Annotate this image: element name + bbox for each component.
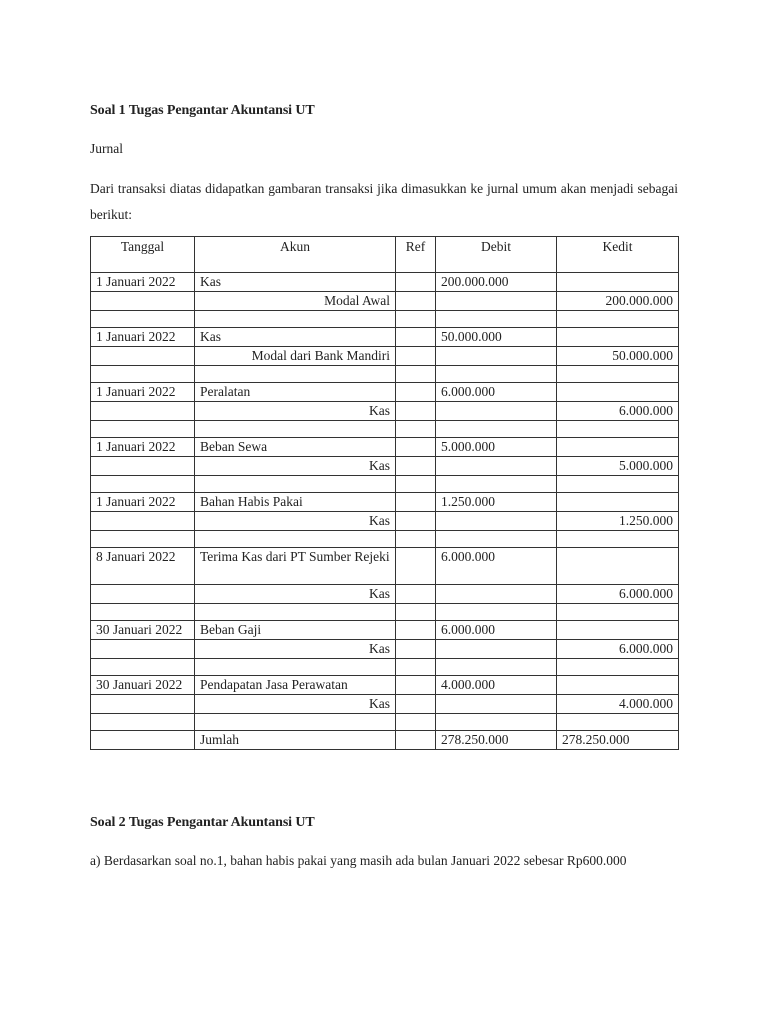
spacer-cell (396, 604, 436, 621)
total-debit: 278.250.000 (436, 731, 557, 750)
spacer-cell (436, 311, 557, 328)
spacer-cell (557, 476, 679, 493)
spacer-cell (91, 714, 195, 731)
entry-credit-empty (557, 383, 679, 402)
spacer-cell (557, 311, 679, 328)
header-account: Akun (195, 237, 396, 273)
entry-debit-account: Beban Sewa (195, 438, 396, 457)
entry-debit-empty (436, 347, 557, 366)
table-row (91, 512, 679, 531)
spacer-cell (557, 366, 679, 383)
total-date-empty (91, 731, 195, 750)
entry-date-empty (91, 292, 195, 311)
table-spacer-row (91, 421, 679, 438)
journal-table (90, 236, 679, 750)
spacer-cell (195, 714, 396, 731)
entry-debit-empty (436, 402, 557, 421)
entry-debit-empty (436, 695, 557, 714)
entry-debit-amount: 4.000.000 (436, 676, 557, 695)
entry-debit-empty (436, 640, 557, 659)
spacer-cell (195, 659, 396, 676)
entry-credit-account: Kas (195, 457, 396, 476)
spacer-cell (396, 531, 436, 548)
entry-ref (396, 273, 436, 292)
entry-date: 1 Januari 2022 (91, 328, 195, 347)
entry-credit-empty (557, 273, 679, 292)
entry-date: 1 Januari 2022 (91, 273, 195, 292)
entry-debit-empty (436, 292, 557, 311)
table-row (91, 273, 679, 292)
spacer-cell (557, 714, 679, 731)
entry-credit-amount: 200.000.000 (557, 292, 679, 311)
entry-debit-account: Peralatan (195, 383, 396, 402)
entry-ref (396, 402, 436, 421)
entry-date-empty (91, 585, 195, 604)
entry-credit-account: Modal Awal (195, 292, 396, 311)
entry-credit-amount: 6.000.000 (557, 640, 679, 659)
entry-credit-account: Kas (195, 695, 396, 714)
soal1-title: Soal 1 Tugas Pengantar Akuntansi UT (90, 103, 315, 118)
spacer-cell (396, 311, 436, 328)
entry-credit-empty (557, 493, 679, 512)
entry-credit-amount: 6.000.000 (557, 402, 679, 421)
spacer-cell (396, 476, 436, 493)
entry-ref (396, 512, 436, 531)
entry-debit-amount: 6.000.000 (436, 383, 557, 402)
spacer-cell (91, 476, 195, 493)
table-row (91, 438, 679, 457)
entry-ref (396, 457, 436, 476)
table-row (91, 621, 679, 640)
entry-ref (396, 292, 436, 311)
entry-ref (396, 585, 436, 604)
entry-credit-amount: 1.250.000 (557, 512, 679, 531)
entry-ref (396, 695, 436, 714)
entry-ref (396, 621, 436, 640)
entry-date: 1 Januari 2022 (91, 493, 195, 512)
spacer-cell (195, 531, 396, 548)
table-spacer-row (91, 531, 679, 548)
table-row (91, 548, 679, 585)
entry-ref (396, 640, 436, 659)
table-row (91, 676, 679, 695)
entry-credit-account: Modal dari Bank Mandiri (195, 347, 396, 366)
total-label: Jumlah (195, 731, 396, 750)
table-spacer-row (91, 311, 679, 328)
spacer-cell (557, 659, 679, 676)
spacer-cell (396, 659, 436, 676)
entry-date-empty (91, 512, 195, 531)
entry-credit-account: Kas (195, 512, 396, 531)
entry-credit-amount: 4.000.000 (557, 695, 679, 714)
table-row (91, 292, 679, 311)
entry-ref (396, 493, 436, 512)
entry-date: 1 Januari 2022 (91, 383, 195, 402)
spacer-cell (91, 311, 195, 328)
section-label: Jurnal (90, 141, 123, 156)
entry-ref (396, 347, 436, 366)
table-row (91, 402, 679, 421)
entry-credit-account: Kas (195, 585, 396, 604)
spacer-cell (195, 311, 396, 328)
entry-date: 1 Januari 2022 (91, 438, 195, 457)
spacer-cell (396, 366, 436, 383)
entry-credit-empty (557, 676, 679, 695)
spacer-cell (436, 604, 557, 621)
entry-debit-amount: 1.250.000 (436, 493, 557, 512)
spacer-cell (436, 476, 557, 493)
table-row (91, 493, 679, 512)
entry-credit-empty (557, 621, 679, 640)
entry-date-empty (91, 402, 195, 421)
entry-date-empty (91, 347, 195, 366)
table-row (91, 457, 679, 476)
table-row (91, 328, 679, 347)
entry-ref (396, 438, 436, 457)
total-credit: 278.250.000 (557, 731, 679, 750)
spacer-cell (91, 659, 195, 676)
header-date: Tanggal (91, 237, 195, 273)
table-row (91, 640, 679, 659)
table-row (91, 383, 679, 402)
spacer-cell (557, 421, 679, 438)
spacer-cell (557, 531, 679, 548)
spacer-cell (195, 476, 396, 493)
table-spacer-row (91, 366, 679, 383)
spacer-cell (436, 531, 557, 548)
entry-credit-amount: 5.000.000 (557, 457, 679, 476)
entry-date-empty (91, 640, 195, 659)
entry-debit-account: Kas (195, 273, 396, 292)
entry-date: 8 Januari 2022 (91, 548, 195, 585)
total-ref (396, 731, 436, 750)
header-debit: Debit (436, 237, 557, 273)
entry-date: 30 Januari 2022 (91, 621, 195, 640)
entry-ref (396, 328, 436, 347)
spacer-cell (396, 421, 436, 438)
table-spacer-row (91, 714, 679, 731)
entry-debit-account: Bahan Habis Pakai (195, 493, 396, 512)
table-row (91, 347, 679, 366)
entry-ref (396, 548, 436, 585)
entry-debit-account: Terima Kas dari PT Sumber Rejeki (195, 548, 396, 585)
entry-debit-empty (436, 512, 557, 531)
entry-credit-empty (557, 438, 679, 457)
spacer-cell (557, 604, 679, 621)
entry-date-empty (91, 695, 195, 714)
entry-credit-empty (557, 328, 679, 347)
table-spacer-row (91, 659, 679, 676)
spacer-cell (91, 604, 195, 621)
entry-debit-account: Beban Gaji (195, 621, 396, 640)
entry-debit-amount: 6.000.000 (436, 621, 557, 640)
spacer-cell (91, 531, 195, 548)
entry-credit-account: Kas (195, 640, 396, 659)
entry-debit-empty (436, 457, 557, 476)
entry-credit-amount: 6.000.000 (557, 585, 679, 604)
table-spacer-row (91, 476, 679, 493)
spacer-cell (396, 714, 436, 731)
entry-debit-amount: 50.000.000 (436, 328, 557, 347)
entry-ref (396, 383, 436, 402)
spacer-cell (91, 366, 195, 383)
spacer-cell (195, 366, 396, 383)
entry-debit-amount: 200.000.000 (436, 273, 557, 292)
entry-debit-empty (436, 585, 557, 604)
soal2-paragraph: a) Berdasarkan soal no.1, bahan habis pakai yang masih ada bulan Januari 2022 sebesar Rp600.000 (90, 853, 627, 868)
entry-credit-account: Kas (195, 402, 396, 421)
spacer-cell (436, 714, 557, 731)
spacer-cell (91, 421, 195, 438)
table-spacer-row (91, 604, 679, 621)
soal2-title: Soal 2 Tugas Pengantar Akuntansi UT (90, 815, 315, 830)
table-total-row (91, 731, 679, 750)
spacer-cell (436, 421, 557, 438)
table-header-row (91, 237, 679, 273)
entry-debit-account: Kas (195, 328, 396, 347)
entry-debit-account: Pendapatan Jasa Perawatan (195, 676, 396, 695)
spacer-cell (195, 604, 396, 621)
header-credit: Kedit (557, 237, 679, 273)
entry-credit-amount: 50.000.000 (557, 347, 679, 366)
journal-body (91, 273, 679, 750)
header-ref: Ref (396, 237, 436, 273)
entry-debit-amount: 6.000.000 (436, 548, 557, 585)
spacer-cell (436, 366, 557, 383)
entry-credit-empty (557, 548, 679, 585)
entry-debit-amount: 5.000.000 (436, 438, 557, 457)
entry-date: 30 Januari 2022 (91, 676, 195, 695)
entry-ref (396, 676, 436, 695)
intro-paragraph: Dari transaksi diatas didapatkan gambaran transaksi jika dimasukkan ke jurnal umum akan menjadi sebagai berikut: (90, 181, 678, 222)
table-row (91, 585, 679, 604)
spacer-cell (195, 421, 396, 438)
spacer-cell (436, 659, 557, 676)
entry-date-empty (91, 457, 195, 476)
table-row (91, 695, 679, 714)
